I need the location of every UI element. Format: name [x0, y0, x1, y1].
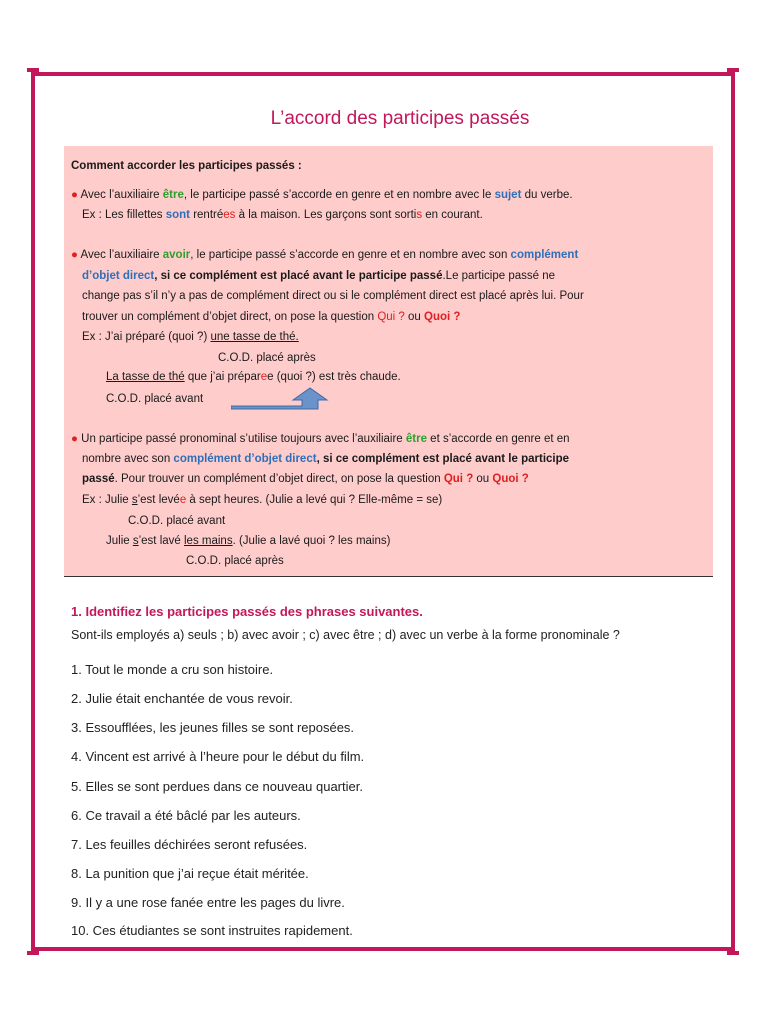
text: e (quoi ?) est très chaude. [267, 371, 401, 383]
ending-e: e [260, 371, 268, 383]
cod-after-label: C.O.D. placé après [218, 352, 316, 364]
rule-avoir-etre [71, 189, 573, 201]
exercise-item: 10. Ces étudiantes se sont instruites rapidement. [71, 923, 353, 938]
text: ou [404, 311, 425, 323]
rule-avoir-line1 [71, 249, 578, 261]
text: Avec l’auxiliaire [80, 249, 163, 261]
text: , le participe passé s’accorde en genre et en nombre avec le [183, 189, 495, 201]
text: Julie [106, 535, 133, 547]
question-quoi: Quoi ? [492, 473, 529, 485]
keyword-sujet: sujet [494, 189, 522, 201]
text: trouver un complément d’objet direct, on pose la question [82, 311, 378, 323]
underlined-s: s [131, 494, 138, 506]
cod-before-label: C.O.D. placé avant [106, 393, 204, 405]
keyword-avoir: avoir [162, 249, 191, 261]
exercise-item: 7. Les feuilles déchirées seront refusées. [71, 837, 308, 852]
frame-corner-mark [727, 951, 739, 955]
up-arrow-icon [231, 387, 331, 411]
exercise-item: 5. Elles se sont perdues dans ce nouveau quartier. [71, 779, 363, 794]
rule-etre-example [82, 209, 483, 221]
ending-es: es [223, 209, 236, 221]
text: é [173, 494, 180, 506]
text: ou [473, 473, 493, 485]
frame-corner-mark [27, 68, 39, 72]
text: . Pour trouver un complément d’objet direct, on pose la question [114, 473, 444, 485]
text: du verbe. [521, 189, 573, 201]
exercise-item: 3. Essoufflées, les jeunes filles se sont reposées. [71, 720, 355, 735]
rule-avoir-example2 [106, 371, 401, 383]
exercise-item: 9. Il y a une rose fanée entre les pages du livre. [71, 895, 345, 910]
text: Avec l’auxiliaire [80, 189, 163, 201]
frame-corner-mark [727, 68, 739, 72]
rule-pronominal-line1 [71, 433, 570, 445]
text: et s’accorde en genre et en [426, 433, 570, 445]
underlined-cod: une tasse de thé. [210, 331, 299, 343]
underlined-cod: les mains [184, 535, 233, 547]
exercise-title: 1. Identifiez les participes passés des phrases suivantes. [71, 604, 423, 619]
rule-pronominal-example1 [82, 494, 442, 506]
bullet-icon: ● [71, 249, 78, 261]
rule-avoir-example1 [82, 331, 299, 343]
text: Ex : Julie [82, 494, 132, 506]
keyword-etre: être [162, 189, 184, 201]
question-quoi: Quoi ? [424, 311, 461, 323]
keyword-cod: d’objet direct [82, 270, 155, 282]
text: , le participe passé s’accorde en genre et en nombre avec son [190, 249, 511, 261]
text: nombre avec son [82, 453, 174, 465]
text-bold: , si ce complément est placé avant le participe [316, 453, 570, 465]
text: en courant. [422, 209, 483, 221]
question-qui: Qui ? [377, 311, 405, 323]
keyword-cod: complément d’objet direct [173, 453, 317, 465]
bullet-icon: ● [71, 433, 78, 445]
rules-heading: Comment accorder les participes passés : [71, 160, 302, 172]
underlined-cod: La tasse de thé [106, 371, 185, 383]
text: Ex : Les fillettes [82, 209, 166, 221]
text: Ex : J’ai préparé (quoi ?) [82, 331, 211, 343]
keyword-complement: complément [510, 249, 579, 261]
exercise-instructions: Sont-ils employés a) seuls ; b) avec avoir ; c) avec être ; d) avec un verbe à la forme pronominale ? [71, 628, 620, 642]
rule-pronominal-line2 [82, 453, 569, 465]
exercise-item: 2. Julie était enchantée de vous revoir. [71, 691, 293, 706]
underlined-s: s [132, 535, 139, 547]
cod-after-label: C.O.D. placé après [186, 555, 284, 567]
exercise-item: 6. Ce travail a été bâclé par les auteurs. [71, 808, 301, 823]
text: ’est lev [137, 494, 174, 506]
text-bold: passé [82, 473, 115, 485]
text-bold: , si ce complément est placé avant le participe passé [154, 270, 443, 282]
text: que j’ai prépar [184, 371, 261, 383]
text: ’est lavé [138, 535, 184, 547]
text: . (Julie a lavé quoi ? les mains) [232, 535, 391, 547]
exercise-item: 4. Vincent est arrivé à l’heure pour le début du film. [71, 749, 365, 764]
rule-avoir-line4 [82, 311, 460, 323]
text: .Le participe passé ne [442, 270, 556, 282]
text: Un participe passé pronominal s’utilise toujours avec l’auxiliaire [81, 433, 406, 445]
rule-pronominal-line3 [82, 473, 529, 485]
exercise-item: 8. La punition que j’ai reçue était méritée. [71, 866, 309, 881]
rule-pronominal-example2 [106, 535, 390, 547]
ending-e: e [179, 494, 187, 506]
text: rentré [190, 209, 224, 221]
page-title: L’accord des participes passés [270, 108, 530, 129]
rule-avoir-line2 [82, 270, 555, 282]
keyword-etre: être [405, 433, 427, 445]
text: à sept heures. (Julie a levé qui ? Elle-même = se) [186, 494, 443, 506]
ending-s: s [416, 209, 423, 221]
keyword-sont: sont [165, 209, 191, 221]
exercise-item: 1. Tout le monde a cru son histoire. [71, 662, 274, 677]
question-qui: Qui ? [443, 473, 474, 485]
rule-avoir-line3: change pas s’il n’y a pas de complément direct ou si le complément direct est placé après lui. Pour [82, 290, 584, 302]
bullet-icon: ● [71, 189, 78, 201]
frame-corner-mark [27, 951, 39, 955]
text: à la maison. Les garçons sont sorti [235, 209, 417, 221]
cod-before-label: C.O.D. placé avant [128, 515, 226, 527]
